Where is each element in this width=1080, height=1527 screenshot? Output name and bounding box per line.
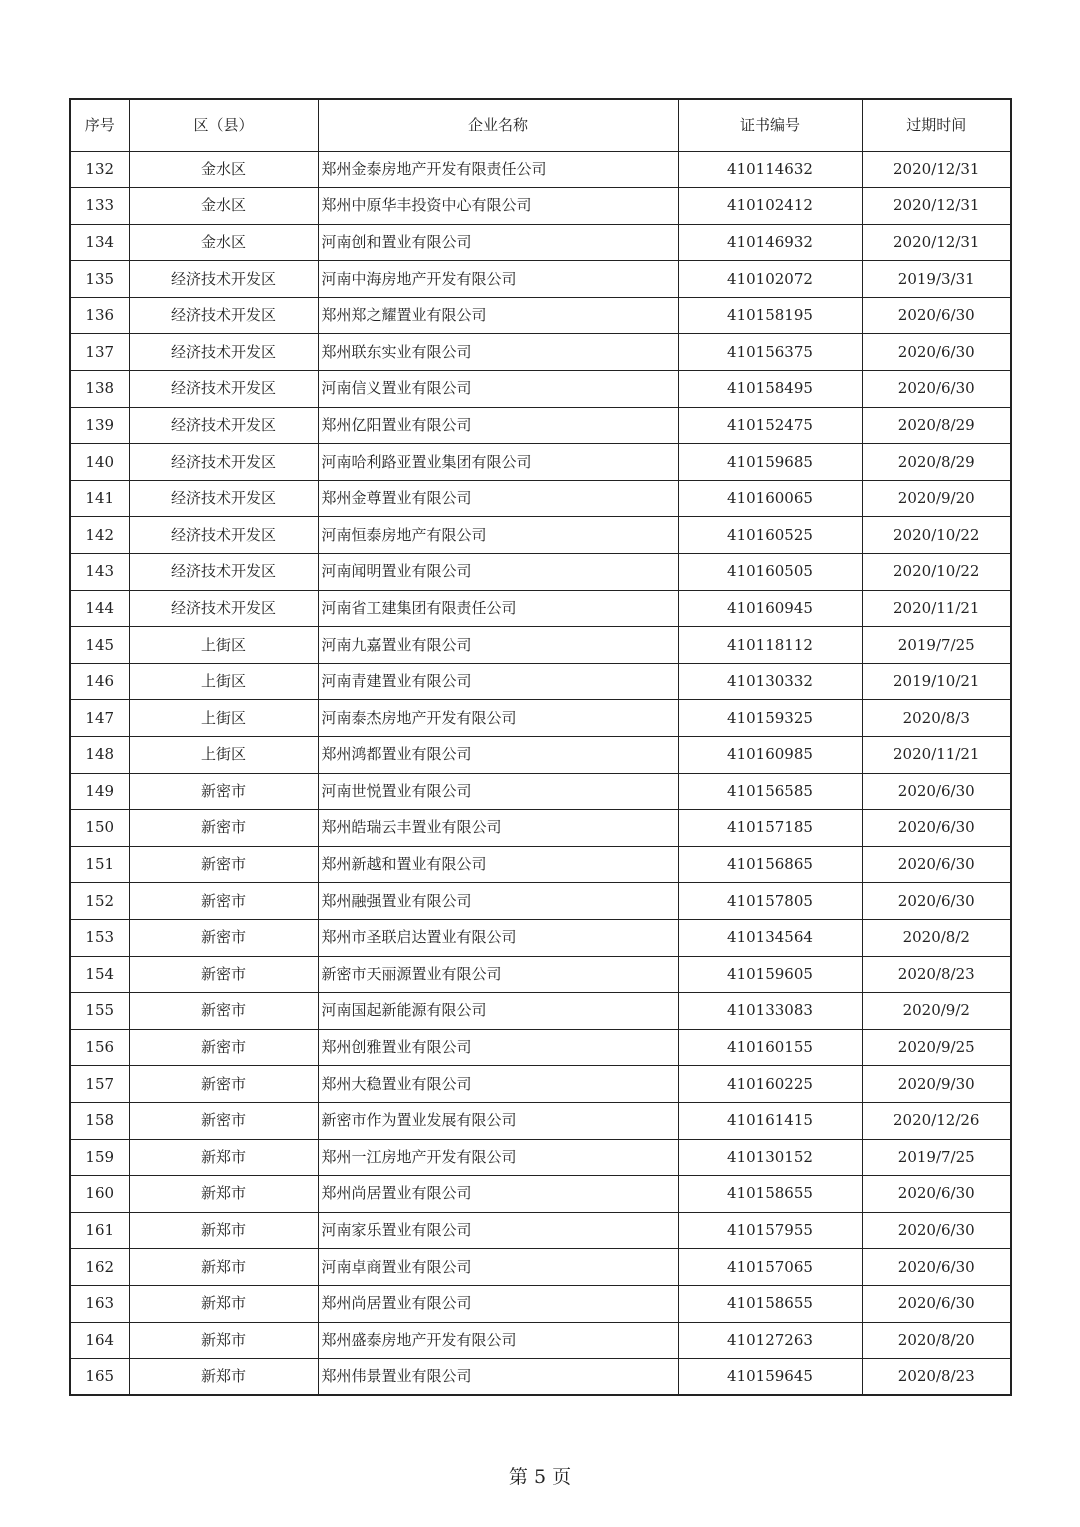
certificate-cell: 410158195 xyxy=(678,297,862,334)
serial-cell: 154 xyxy=(70,956,129,993)
district-cell: 经济技术开发区 xyxy=(129,444,318,481)
table-row xyxy=(70,1249,1011,1286)
expiry-cell: 2020/6/30 xyxy=(862,883,1011,920)
certificate-cell: 410134564 xyxy=(678,919,862,956)
serial-cell: 138 xyxy=(70,371,129,408)
certificate-cell: 410156585 xyxy=(678,773,862,810)
expiry-cell: 2020/9/30 xyxy=(862,1066,1011,1103)
district-cell: 新密市 xyxy=(129,919,318,956)
district-cell: 新密市 xyxy=(129,810,318,847)
serial-cell: 144 xyxy=(70,590,129,627)
table-row xyxy=(70,297,1011,334)
certificate-cell: 410160505 xyxy=(678,554,862,591)
serial-cell: 147 xyxy=(70,700,129,737)
table-row xyxy=(70,883,1011,920)
serial-cell: 160 xyxy=(70,1176,129,1213)
serial-cell: 148 xyxy=(70,737,129,774)
company-cell: 郑州鸿都置业有限公司 xyxy=(318,737,678,774)
expiry-cell: 2020/6/30 xyxy=(862,810,1011,847)
district-cell: 经济技术开发区 xyxy=(129,334,318,371)
certificate-cell: 410152475 xyxy=(678,407,862,444)
certificate-cell: 410157805 xyxy=(678,883,862,920)
certificate-cell: 410118112 xyxy=(678,627,862,664)
table-row xyxy=(70,1029,1011,1066)
table-row xyxy=(70,846,1011,883)
expiry-cell: 2019/3/31 xyxy=(862,261,1011,298)
table-row xyxy=(70,1322,1011,1359)
company-cell: 郑州金泰房地产开发有限责任公司 xyxy=(318,151,678,188)
table-row xyxy=(70,1139,1011,1176)
certificate-cell: 410102412 xyxy=(678,188,862,225)
certificate-cell: 410130332 xyxy=(678,663,862,700)
table-row xyxy=(70,956,1011,993)
expiry-cell: 2020/8/23 xyxy=(862,956,1011,993)
certificate-cell: 410130152 xyxy=(678,1139,862,1176)
company-cell: 河南泰杰房地产开发有限公司 xyxy=(318,700,678,737)
serial-cell: 161 xyxy=(70,1212,129,1249)
table-row xyxy=(70,1066,1011,1103)
certificate-cell: 410114632 xyxy=(678,151,862,188)
table-row xyxy=(70,444,1011,481)
company-cell: 河南闻明置业有限公司 xyxy=(318,554,678,591)
table-row xyxy=(70,919,1011,956)
certificate-cell: 410133083 xyxy=(678,993,862,1030)
company-cell: 郑州郑之耀置业有限公司 xyxy=(318,297,678,334)
company-cell: 郑州亿阳置业有限公司 xyxy=(318,407,678,444)
company-cell: 新密市作为置业发展有限公司 xyxy=(318,1102,678,1139)
district-cell: 新密市 xyxy=(129,993,318,1030)
serial-cell: 150 xyxy=(70,810,129,847)
table-row xyxy=(70,1176,1011,1213)
serial-cell: 141 xyxy=(70,480,129,517)
serial-cell: 146 xyxy=(70,663,129,700)
expiry-cell: 2020/6/30 xyxy=(862,846,1011,883)
expiry-cell: 2020/6/30 xyxy=(862,1285,1011,1322)
expiry-cell: 2019/7/25 xyxy=(862,1139,1011,1176)
company-cell: 郑州联东实业有限公司 xyxy=(318,334,678,371)
header-expiry: 过期时间 xyxy=(862,99,1011,151)
serial-cell: 153 xyxy=(70,919,129,956)
expiry-cell: 2020/8/23 xyxy=(862,1359,1011,1396)
certificate-cell: 410160065 xyxy=(678,480,862,517)
table-body xyxy=(70,151,1011,1395)
certificate-cell: 410157065 xyxy=(678,1249,862,1286)
table-row xyxy=(70,261,1011,298)
expiry-cell: 2020/12/26 xyxy=(862,1102,1011,1139)
table-row xyxy=(70,1102,1011,1139)
expiry-cell: 2020/6/30 xyxy=(862,773,1011,810)
company-cell: 河南哈利路亚置业集团有限公司 xyxy=(318,444,678,481)
serial-cell: 155 xyxy=(70,993,129,1030)
company-cell: 郑州伟景置业有限公司 xyxy=(318,1359,678,1396)
certificate-cell: 410161415 xyxy=(678,1102,862,1139)
table-row xyxy=(70,627,1011,664)
certificate-cell: 410157185 xyxy=(678,810,862,847)
table-row xyxy=(70,480,1011,517)
serial-cell: 162 xyxy=(70,1249,129,1286)
serial-cell: 157 xyxy=(70,1066,129,1103)
expiry-cell: 2020/8/2 xyxy=(862,919,1011,956)
serial-cell: 164 xyxy=(70,1322,129,1359)
table-header-row xyxy=(70,99,1011,151)
certificate-cell: 410159325 xyxy=(678,700,862,737)
company-cell: 新密市天丽源置业有限公司 xyxy=(318,956,678,993)
enterprise-table xyxy=(69,98,1012,1396)
expiry-cell: 2020/6/30 xyxy=(862,297,1011,334)
expiry-cell: 2020/9/25 xyxy=(862,1029,1011,1066)
serial-cell: 136 xyxy=(70,297,129,334)
district-cell: 新密市 xyxy=(129,1029,318,1066)
header-serial: 序号 xyxy=(70,99,129,151)
table-row xyxy=(70,371,1011,408)
company-cell: 郑州盛泰房地产开发有限公司 xyxy=(318,1322,678,1359)
certificate-cell: 410146932 xyxy=(678,224,862,261)
company-cell: 河南世悦置业有限公司 xyxy=(318,773,678,810)
expiry-cell: 2020/10/22 xyxy=(862,517,1011,554)
serial-cell: 156 xyxy=(70,1029,129,1066)
certificate-cell: 410157955 xyxy=(678,1212,862,1249)
company-cell: 郑州大稳置业有限公司 xyxy=(318,1066,678,1103)
district-cell: 新密市 xyxy=(129,1102,318,1139)
serial-cell: 133 xyxy=(70,188,129,225)
serial-cell: 151 xyxy=(70,846,129,883)
certificate-cell: 410156375 xyxy=(678,334,862,371)
serial-cell: 159 xyxy=(70,1139,129,1176)
table-row xyxy=(70,993,1011,1030)
district-cell: 经济技术开发区 xyxy=(129,554,318,591)
company-cell: 河南青建置业有限公司 xyxy=(318,663,678,700)
page-number: 第 5 页 xyxy=(508,1466,572,1488)
table-row xyxy=(70,663,1011,700)
certificate-cell: 410160155 xyxy=(678,1029,862,1066)
district-cell: 金水区 xyxy=(129,188,318,225)
expiry-cell: 2020/12/31 xyxy=(862,188,1011,225)
certificate-cell: 410159605 xyxy=(678,956,862,993)
serial-cell: 134 xyxy=(70,224,129,261)
company-cell: 河南家乐置业有限公司 xyxy=(318,1212,678,1249)
company-cell: 郑州尚居置业有限公司 xyxy=(318,1285,678,1322)
serial-cell: 139 xyxy=(70,407,129,444)
header-district: 区（县） xyxy=(129,99,318,151)
expiry-cell: 2020/6/30 xyxy=(862,334,1011,371)
expiry-cell: 2020/6/30 xyxy=(862,1176,1011,1213)
table-row xyxy=(70,334,1011,371)
table-row xyxy=(70,700,1011,737)
expiry-cell: 2020/8/29 xyxy=(862,407,1011,444)
expiry-cell: 2020/8/3 xyxy=(862,700,1011,737)
expiry-cell: 2019/10/21 xyxy=(862,663,1011,700)
table-row xyxy=(70,517,1011,554)
district-cell: 上街区 xyxy=(129,663,318,700)
expiry-cell: 2020/11/21 xyxy=(862,737,1011,774)
table-row xyxy=(70,151,1011,188)
expiry-cell: 2019/7/25 xyxy=(862,627,1011,664)
serial-cell: 152 xyxy=(70,883,129,920)
company-cell: 河南信义置业有限公司 xyxy=(318,371,678,408)
district-cell: 新郑市 xyxy=(129,1176,318,1213)
company-cell: 郑州新越和置业有限公司 xyxy=(318,846,678,883)
table-row xyxy=(70,773,1011,810)
expiry-cell: 2020/12/31 xyxy=(862,224,1011,261)
expiry-cell: 2020/11/21 xyxy=(862,590,1011,627)
expiry-cell: 2020/10/22 xyxy=(862,554,1011,591)
certificate-cell: 410159685 xyxy=(678,444,862,481)
certificate-cell: 410156865 xyxy=(678,846,862,883)
table-row xyxy=(70,407,1011,444)
company-cell: 河南中海房地产开发有限公司 xyxy=(318,261,678,298)
expiry-cell: 2020/9/20 xyxy=(862,480,1011,517)
district-cell: 新郑市 xyxy=(129,1359,318,1396)
certificate-cell: 410160985 xyxy=(678,737,862,774)
district-cell: 上街区 xyxy=(129,700,318,737)
company-cell: 郑州皓瑞云丰置业有限公司 xyxy=(318,810,678,847)
district-cell: 经济技术开发区 xyxy=(129,371,318,408)
serial-cell: 145 xyxy=(70,627,129,664)
company-cell: 郑州尚居置业有限公司 xyxy=(318,1176,678,1213)
company-cell: 河南恒泰房地产有限公司 xyxy=(318,517,678,554)
serial-cell: 135 xyxy=(70,261,129,298)
certificate-cell: 410127263 xyxy=(678,1322,862,1359)
expiry-cell: 2020/12/31 xyxy=(862,151,1011,188)
table-row xyxy=(70,224,1011,261)
table-row xyxy=(70,810,1011,847)
company-cell: 郑州融强置业有限公司 xyxy=(318,883,678,920)
certificate-cell: 410160225 xyxy=(678,1066,862,1103)
serial-cell: 140 xyxy=(70,444,129,481)
header-certificate: 证书编号 xyxy=(678,99,862,151)
certificate-cell: 410158495 xyxy=(678,371,862,408)
expiry-cell: 2020/6/30 xyxy=(862,1212,1011,1249)
district-cell: 新密市 xyxy=(129,1066,318,1103)
certificate-cell: 410102072 xyxy=(678,261,862,298)
table-row xyxy=(70,1212,1011,1249)
certificate-cell: 410160945 xyxy=(678,590,862,627)
company-cell: 郑州市圣联启达置业有限公司 xyxy=(318,919,678,956)
company-cell: 河南创和置业有限公司 xyxy=(318,224,678,261)
district-cell: 新密市 xyxy=(129,883,318,920)
company-cell: 郑州金尊置业有限公司 xyxy=(318,480,678,517)
expiry-cell: 2020/6/30 xyxy=(862,1249,1011,1286)
company-cell: 郑州一江房地产开发有限公司 xyxy=(318,1139,678,1176)
company-cell: 河南卓商置业有限公司 xyxy=(318,1249,678,1286)
table-row xyxy=(70,590,1011,627)
district-cell: 经济技术开发区 xyxy=(129,261,318,298)
district-cell: 经济技术开发区 xyxy=(129,590,318,627)
expiry-cell: 2020/8/20 xyxy=(862,1322,1011,1359)
company-cell: 河南国起新能源有限公司 xyxy=(318,993,678,1030)
district-cell: 新郑市 xyxy=(129,1249,318,1286)
district-cell: 新郑市 xyxy=(129,1139,318,1176)
certificate-cell: 410158655 xyxy=(678,1285,862,1322)
district-cell: 新密市 xyxy=(129,846,318,883)
expiry-cell: 2020/8/29 xyxy=(862,444,1011,481)
serial-cell: 149 xyxy=(70,773,129,810)
company-cell: 郑州中原华丰投资中心有限公司 xyxy=(318,188,678,225)
district-cell: 上街区 xyxy=(129,627,318,664)
table-row xyxy=(70,188,1011,225)
district-cell: 经济技术开发区 xyxy=(129,480,318,517)
district-cell: 新郑市 xyxy=(129,1212,318,1249)
district-cell: 金水区 xyxy=(129,224,318,261)
district-cell: 经济技术开发区 xyxy=(129,407,318,444)
district-cell: 新郑市 xyxy=(129,1285,318,1322)
table-row xyxy=(70,1285,1011,1322)
table-row xyxy=(70,554,1011,591)
serial-cell: 132 xyxy=(70,151,129,188)
certificate-cell: 410159645 xyxy=(678,1359,862,1396)
serial-cell: 165 xyxy=(70,1359,129,1396)
district-cell: 金水区 xyxy=(129,151,318,188)
serial-cell: 158 xyxy=(70,1102,129,1139)
district-cell: 新密市 xyxy=(129,773,318,810)
district-cell: 经济技术开发区 xyxy=(129,517,318,554)
certificate-cell: 410158655 xyxy=(678,1176,862,1213)
serial-cell: 163 xyxy=(70,1285,129,1322)
district-cell: 新郑市 xyxy=(129,1322,318,1359)
serial-cell: 137 xyxy=(70,334,129,371)
company-cell: 郑州创雅置业有限公司 xyxy=(318,1029,678,1066)
expiry-cell: 2020/9/2 xyxy=(862,993,1011,1030)
table-row xyxy=(70,1359,1011,1396)
table-row xyxy=(70,737,1011,774)
serial-cell: 143 xyxy=(70,554,129,591)
header-company: 企业名称 xyxy=(318,99,678,151)
district-cell: 新密市 xyxy=(129,956,318,993)
company-cell: 河南省工建集团有限责任公司 xyxy=(318,590,678,627)
certificate-cell: 410160525 xyxy=(678,517,862,554)
expiry-cell: 2020/6/30 xyxy=(862,371,1011,408)
company-cell: 河南九嘉置业有限公司 xyxy=(318,627,678,664)
district-cell: 经济技术开发区 xyxy=(129,297,318,334)
district-cell: 上街区 xyxy=(129,737,318,774)
serial-cell: 142 xyxy=(70,517,129,554)
